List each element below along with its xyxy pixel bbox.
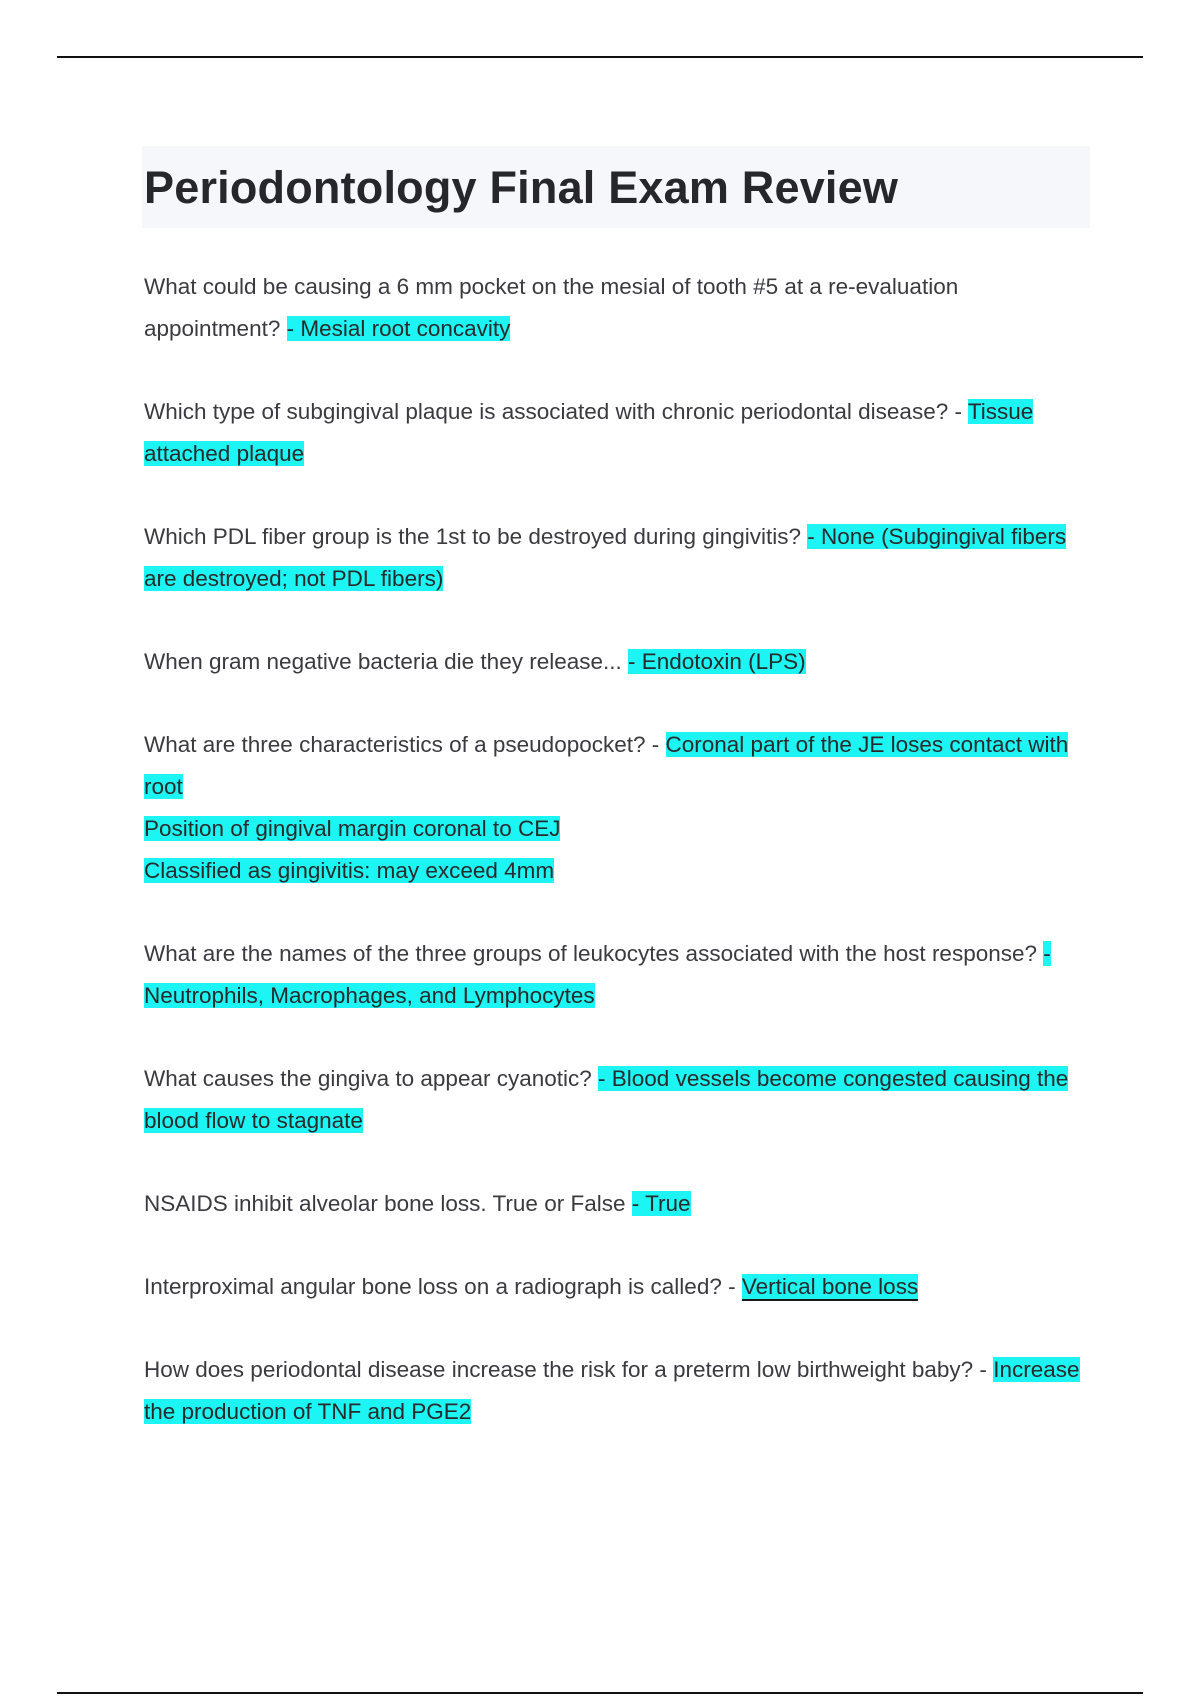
qa-item [144, 724, 1084, 892]
title-banner [142, 146, 1090, 228]
answer-highlight: - Endotoxin (LPS) [628, 649, 806, 674]
document-body [144, 146, 1090, 1474]
question-text: What could be causing a 6 mm pocket on the mesial of tooth #5 at a re-evaluation appointment? [144, 274, 959, 341]
answer-highlight: Coronal part of the JE loses contact with root [144, 732, 1069, 799]
qa-list [144, 266, 1090, 1433]
question-text: What are three characteristics of a pseudopocket? - [144, 732, 666, 757]
qa-item [144, 1349, 1084, 1433]
question-text: Which type of subgingival plaque is associated with chronic periodontal disease? - [144, 399, 968, 424]
answer-highlight: - True [631, 1191, 691, 1216]
qa-item [144, 1058, 1084, 1142]
question-text: How does periodontal disease increase the risk for a preterm low birthweight baby? - [144, 1357, 994, 1382]
answer-highlight: Vertical bone loss [741, 1274, 919, 1299]
question-text: What causes the gingiva to appear cyanotic? [144, 1066, 599, 1091]
question-text: What are the names of the three groups of leukocytes associated with the host response? [144, 941, 1044, 966]
answer-highlight: - Mesial root concavity [286, 316, 511, 341]
qa-item [144, 1266, 1084, 1308]
qa-item [144, 933, 1084, 1017]
question-text: Which PDL fiber group is the 1st to be destroyed during gingivitis? [144, 524, 808, 549]
qa-item [144, 1183, 1084, 1225]
answer-highlight: - Blood vessels become congested causing the blood flow to stagnate [144, 1066, 1069, 1133]
answer-highlight: - None (Subgingival fibers are destroyed; not PDL fibers) [144, 524, 1067, 591]
answer-highlight: Increase the production of TNF and PGE2 [144, 1357, 1080, 1424]
answer-highlight: Position of gingival margin coronal to CEJ [144, 816, 561, 841]
bottom-rule [57, 1692, 1143, 1694]
question-text: NSAIDS inhibit alveolar bone loss. True or False [144, 1191, 632, 1216]
qa-item [144, 641, 1084, 683]
qa-item [144, 266, 1084, 350]
answer-highlight: Tissue attached plaque [144, 399, 1034, 466]
question-text: Interproximal angular bone loss on a radiograph is called? - [144, 1274, 742, 1299]
qa-item [144, 516, 1084, 600]
top-rule [57, 56, 1143, 58]
qa-item [144, 391, 1084, 475]
question-text: When gram negative bacteria die they release... [144, 649, 629, 674]
answer-highlight: - Neutrophils, Macrophages, and Lymphocytes [144, 941, 1051, 1008]
document-title: Periodontology Final Exam Review [144, 161, 899, 213]
answer-highlight: Classified as gingivitis: may exceed 4mm [144, 858, 555, 883]
